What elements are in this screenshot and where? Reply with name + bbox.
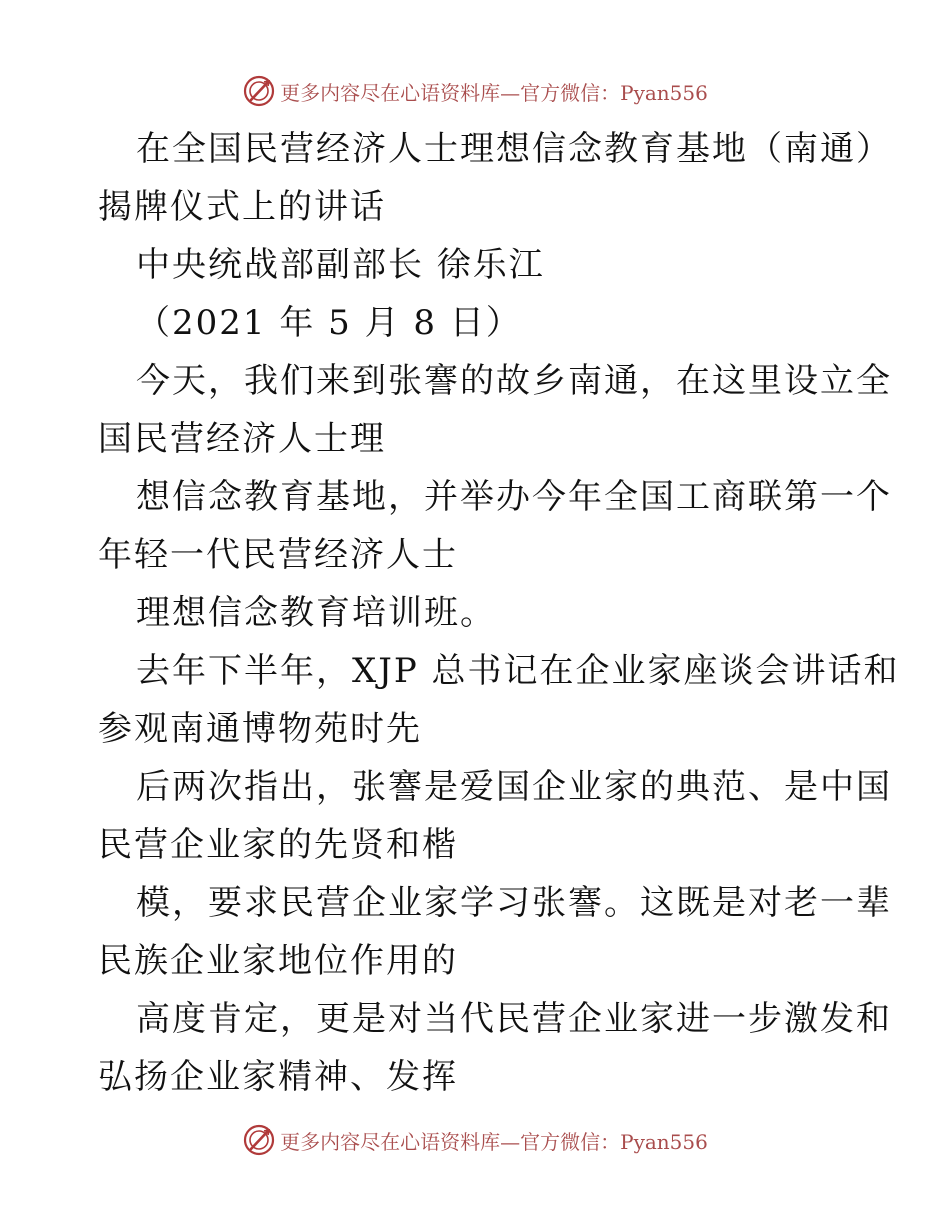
paragraph-line: 民族企业家地位作用的: [98, 941, 458, 981]
document-body: [98, 120, 900, 1106]
watermark-footer: [0, 1120, 950, 1160]
author-line: 中央统战部副部长 徐乐江: [136, 245, 545, 285]
watermark-text: 更多内容尽在心语资料库—官方微信：Pyan556: [280, 80, 708, 105]
paragraph-line: 弘扬企业家精神、发挥: [98, 1057, 458, 1097]
title-line-2: 揭牌仪式上的讲话: [98, 187, 386, 227]
watermark-text: 更多内容尽在心语资料库—官方微信：Pyan556: [280, 1129, 708, 1154]
paragraph-line: 理想信念教育培训班。: [136, 593, 496, 633]
paragraph-line: 国民营经济人士理: [98, 419, 386, 459]
paragraph-line: 高度肯定，更是对当代民营企业家进一步激发和: [136, 999, 892, 1039]
paragraph-line: 去年下半年，XJP 总书记在企业家座谈会讲话和: [136, 651, 900, 691]
paragraph-line: 民营企业家的先贤和楷: [98, 825, 458, 865]
paragraph-line: 今天，我们来到张謇的故乡南通，在这里设立全: [136, 361, 892, 401]
watermark-header: [0, 71, 950, 111]
logo-icon: [242, 74, 276, 108]
paragraph-line: 想信念教育基地，并举办今年全国工商联第一个: [136, 477, 892, 517]
date-line: （2021 年 5 月 8 日）: [136, 303, 522, 343]
paragraph-line: 模，要求民营企业家学习张謇。这既是对老一辈: [136, 883, 892, 923]
title-line-1: 在全国民营经济人士理想信念教育基地（南通）: [136, 129, 892, 169]
paragraph-line: 参观南通博物苑时先: [98, 709, 422, 749]
paragraph-line: 后两次指出，张謇是爱国企业家的典范、是中国: [136, 767, 892, 807]
logo-icon: [242, 1123, 276, 1157]
paragraph-line: 年轻一代民营经济人士: [98, 535, 458, 575]
